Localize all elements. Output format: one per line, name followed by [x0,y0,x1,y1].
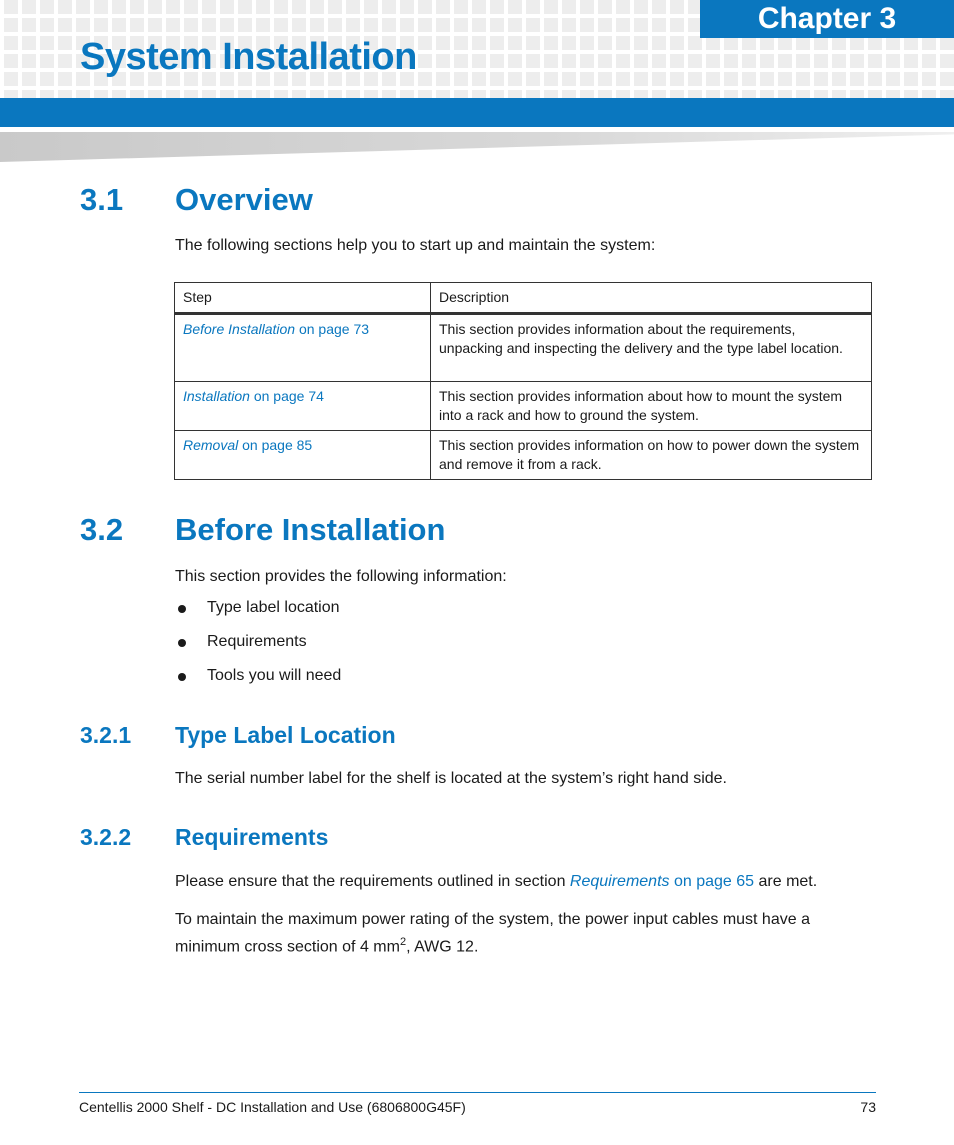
para-text: , AWG 12. [406,938,479,956]
subsection-heading-type-label [80,722,880,752]
column-header-step: Step [175,283,431,314]
description-cell: This section provides information on how to power down the system and remove it from a rack. [431,431,872,480]
list-item [175,596,341,630]
section-number: 3.2 [80,512,124,547]
page-ref-link[interactable]: on page 74 [249,388,324,404]
list-item-text: Tools you will need [207,667,342,684]
description-cell: This section provides information about how to mount the system into a rack and how to ground the system. [431,382,872,431]
page-ref-link[interactable]: on page 85 [238,437,313,453]
section-heading-before-installation [80,512,880,552]
page-title: System Installation [80,36,417,78]
superscript: 2 [399,936,407,948]
section-heading-overview [80,182,880,222]
removal-link[interactable]: Removal [183,437,239,453]
bullet-icon [178,673,186,681]
before-installation-link[interactable]: Before Installation [183,321,296,337]
step-cell [175,431,431,480]
header-gray-wedge [0,132,954,162]
subsection-number: 3.2.1 [80,722,132,748]
list-item-text: Type label location [207,599,340,616]
requirements-para-1 [175,870,875,893]
subsection-number: 3.2.2 [80,824,132,850]
step-cell [175,314,431,382]
header-blue-bar [0,98,954,127]
section-title: Overview [175,182,313,217]
column-header-description: Description [431,283,872,314]
description-cell: This section provides information about the requirements, unpacking and inspecting the delivery and the type label location. [431,314,872,382]
requirements-link[interactable]: Requirements [569,873,670,890]
list-item [175,630,341,664]
footer-doc-title: Centellis 2000 Shelf - DC Installation and Use (6806800G45F) [79,1099,466,1115]
subsection-title: Requirements [175,824,329,850]
step-cell [175,382,431,431]
overview-intro: The following sections help you to start up and maintain the system: [175,237,656,254]
page-ref-link[interactable]: on page 73 [295,321,370,337]
list-item [175,664,341,698]
bullet-icon [178,639,186,647]
requirements-para-2 [175,908,865,958]
type-label-body: The serial number label for the shelf is located at the system’s right hand side. [175,770,727,787]
chapter-label: Chapter 3 [757,2,897,35]
para-text: To maintain the maximum power rating of the system, the power input cables must have a minimum cross section of 4 mm [175,911,810,956]
installation-link[interactable]: Installation [183,388,250,404]
subsection-title: Type Label Location [175,722,396,748]
table-header-row [175,283,872,314]
section-title: Before Installation [175,512,446,547]
steps-table [174,282,872,480]
table-row [175,314,872,382]
section-number: 3.1 [80,182,124,217]
info-bullet-list [175,596,341,698]
table-row [175,382,872,431]
para-text: are met. [754,873,818,890]
footer-page-number: 73 [860,1099,876,1115]
table-row [175,431,872,480]
page-ref-link[interactable]: on page 65 [669,873,755,890]
footer-rule [79,1092,876,1093]
before-installation-intro: This section provides the following information: [175,568,507,585]
bullet-icon [178,605,186,613]
chapter-badge [700,0,954,38]
subsection-heading-requirements [80,824,880,854]
list-item-text: Requirements [207,633,307,650]
para-text: Please ensure that the requirements outlined in section [175,873,570,890]
